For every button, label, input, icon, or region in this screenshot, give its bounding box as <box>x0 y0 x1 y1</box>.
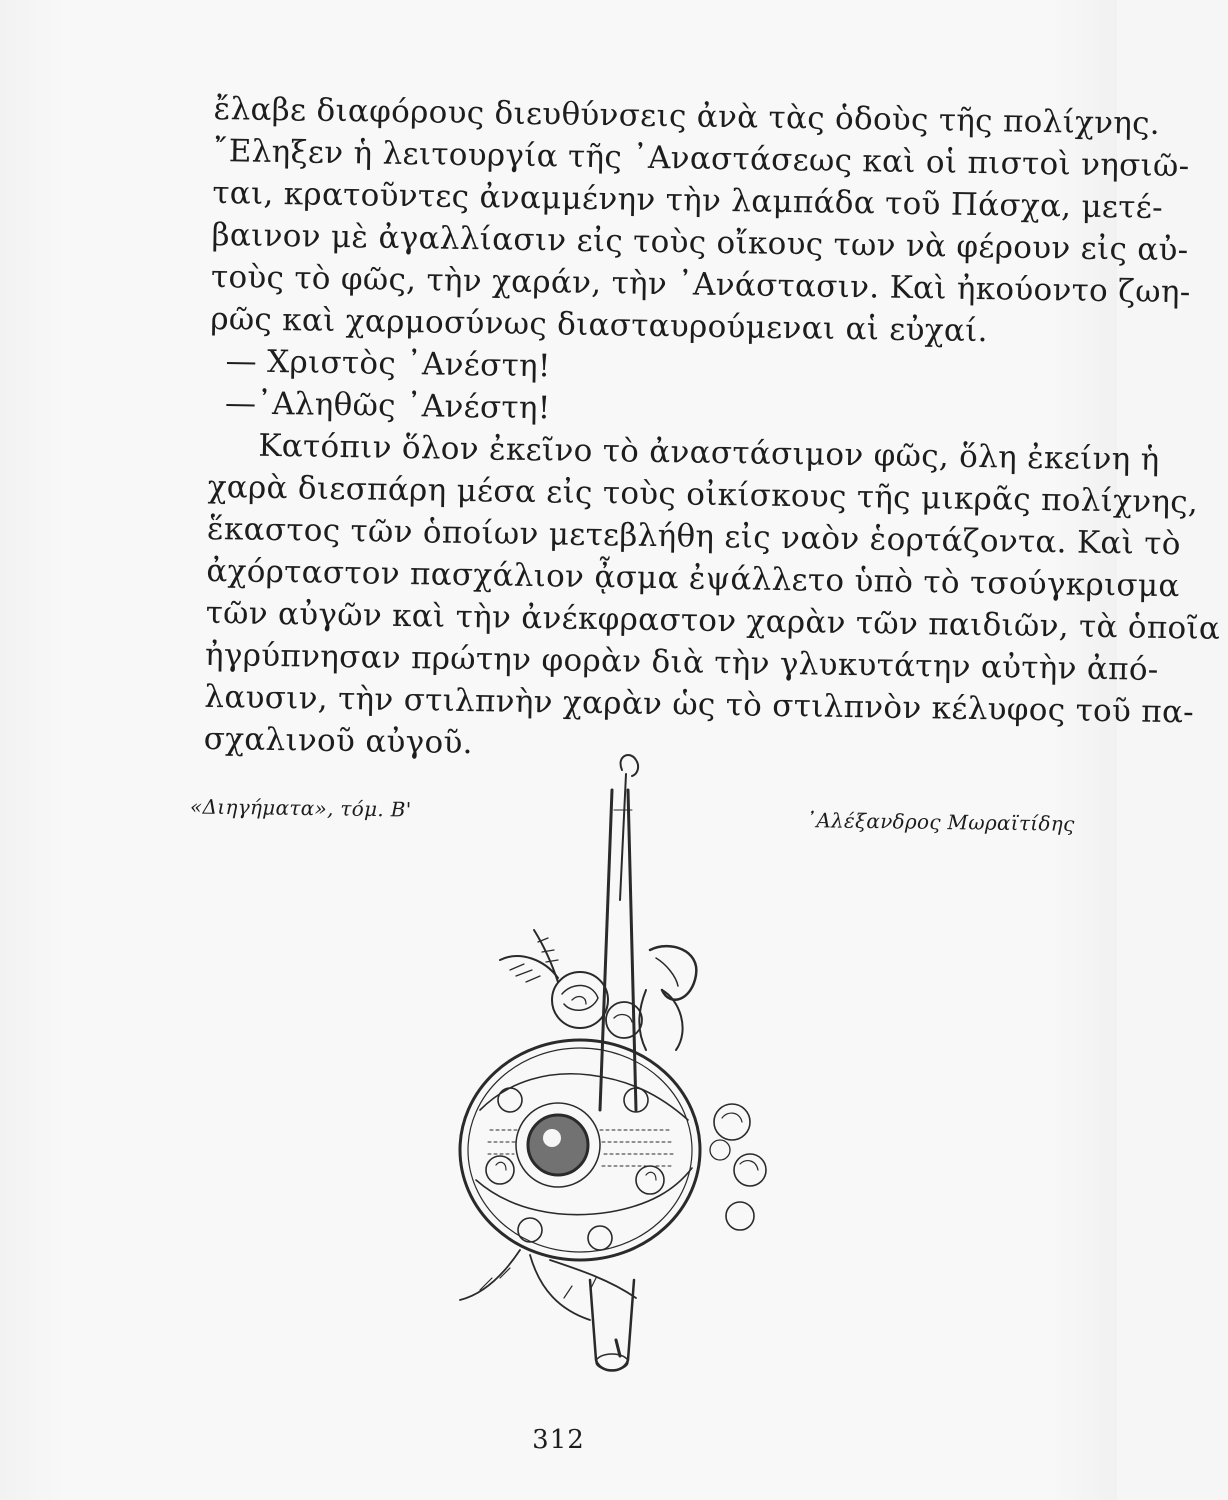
body-text <box>203 88 1221 773</box>
text-line: σχαλινοῦ αὐγοῦ. <box>203 720 474 762</box>
text-line: ἕκαστος τῶν ὁποίων μετεβλήθη εἰς ναὸν ἑορτάζοντα. Καὶ τὸ <box>206 510 1181 563</box>
text-line: ἠγρύπνησαν πρώτην φορὰν διὰ τὴν γλυκυτάτην αὐτὴν ἀπό- <box>204 636 1159 688</box>
text-line: ρῶς καὶ χαρμοσύνως διασταυρούμεναι αἱ εὐχαί. <box>210 300 989 350</box>
source-citation: «Διηγήματα», τόμ. Β' <box>189 794 412 822</box>
text-line: τῶν αὐγῶν καὶ τὴν ἀνέκφραστον χαρὰν τῶν παιδιῶν, τὰ ὁποῖα <box>205 594 1221 647</box>
text-line: βαινον μὲ ἀγαλλίασιν εἰς τοὺς οἴκους των νὰ φέρουν εἰς αὐ- <box>211 216 1189 269</box>
text-line: ἔλαβε διαφόρους διευθύνσεις ἀνὰ τὰς ὁδοὺς τῆς πολίχνης. <box>213 90 1161 142</box>
text-line: λαυσιν, τὴν στιλπνὴν χαρὰν ὡς τὸ στιλπνὸν κέλυφος τοῦ πα- <box>204 678 1195 731</box>
text-line: τοὺς τὸ φῶς, τὴν χαράν, τὴν ᾿Ανάστασιν. Καὶ ἠκούοντο ζωη- <box>210 258 1191 311</box>
page-number: 312 <box>532 1425 585 1455</box>
easter-candle-egg-illustration-icon <box>440 750 900 1390</box>
text-line: Κατόπιν ὅλον ἐκεῖνο τὸ ἀναστάσιμον φῶς, ὅλη ἐκείνη ἡ <box>258 427 1160 478</box>
dialog-line: —᾿Αληθῶς ᾿Ανέστη! <box>224 385 551 427</box>
author-name: ᾿Αλέξανδρος Μωραϊτίδης <box>805 808 1075 836</box>
text-line: χαρὰ διεσπάρη μέσα εἰς τοὺς οἰκίσκους τῆς μικρᾶς πολίχνης, <box>207 468 1199 521</box>
text-line: ἀχόρταστον πασχάλιον ᾆσμα ἐψάλλετο ὑπὸ τὸ τσούγκρισμα <box>206 552 1180 605</box>
dialog-line: — Χριστὸς ᾿Ανέστη! <box>225 343 551 385</box>
text-line: ται, κρατοῦντες ἀναμμένην τὴν λαμπάδα τοῦ Πάσχα, μετέ- <box>212 174 1164 226</box>
text-line: ῎Εληξεν ἡ λειτουργία τῆς ᾿Αναστάσεως καὶ οἱ πιστοὶ νησιῶ- <box>212 132 1190 185</box>
